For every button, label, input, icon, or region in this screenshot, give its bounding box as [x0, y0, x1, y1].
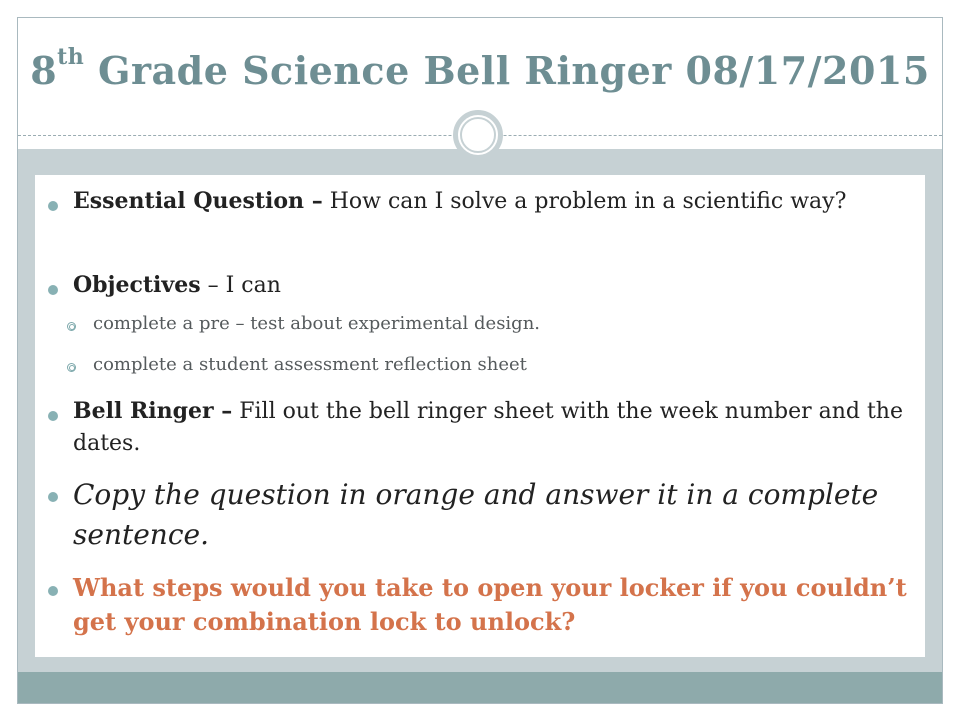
bell-ringer-label: Bell Ringer – [73, 398, 233, 424]
objectives-label: Objectives [73, 272, 201, 298]
bullet-dot-icon [48, 586, 58, 596]
bullet-text [73, 269, 913, 302]
title-number: 8 [30, 48, 58, 93]
footer-band [18, 672, 942, 704]
bullet-text [73, 395, 913, 460]
bullet-dot-icon [48, 201, 58, 211]
title-text: Grade Science Bell Ringer 08/17/2015 [84, 48, 930, 93]
bullet-dot-icon [48, 285, 58, 295]
essential-question-text: How can I solve a problem in a scientific way? [322, 189, 847, 214]
bell-ringer-text: Fill out the bell ringer sheet with the week number and the dates. [73, 399, 903, 456]
copy-instruction-text: Copy the question in orange and answer it in a complete sentence. [73, 478, 879, 551]
title-superscript: th [57, 44, 85, 70]
bullet-dot-icon [48, 492, 58, 502]
bullet-text [73, 185, 913, 218]
bullet-dot-icon [48, 411, 58, 421]
ring-bullet-icon [67, 322, 76, 331]
ring-bullet-icon [67, 363, 76, 372]
sub-bullet-text: complete a pre – test about experimental design. [93, 313, 541, 334]
slide-title [18, 44, 942, 93]
objectives-text: – I can [200, 273, 281, 298]
slide [17, 17, 943, 704]
sub-bullet-text: complete a student assessment reflection sheet [93, 354, 527, 375]
question-text: What steps would you take to open your locker if you couldn’t get your combination lock to unlock? [73, 573, 907, 636]
essential-question-label: Essential Question – [73, 188, 323, 214]
content-panel [35, 175, 925, 657]
divider-inner-circle [460, 117, 496, 153]
